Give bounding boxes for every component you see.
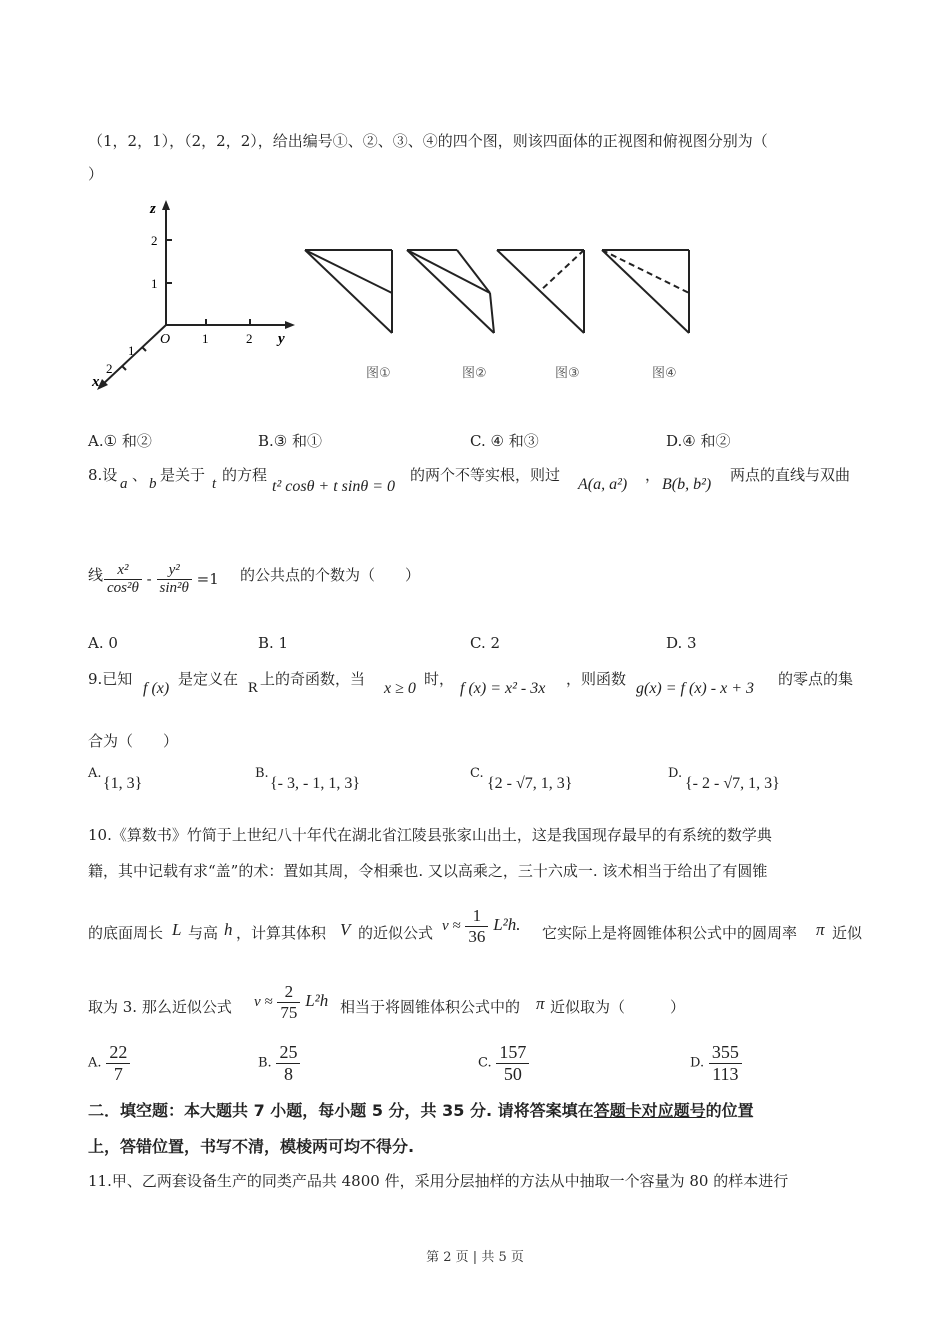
- q8-option-d: D. 3: [666, 634, 697, 652]
- q7-option-c: C. ④ 和③: [470, 432, 539, 450]
- q9-option-d: {- 2 - √7, 1, 3}: [685, 775, 780, 792]
- q10-formula-1-tail: L²h.: [493, 915, 521, 935]
- q10-l3-e: 它实际上是将圆锥体积公式中的圆周率: [542, 924, 798, 942]
- q10-option-c-num: 157: [496, 1042, 529, 1064]
- q10-var-h: h: [224, 920, 233, 939]
- q8-point-b: B(b, b²): [662, 476, 712, 493]
- x-tick-1: [142, 347, 146, 351]
- q7-option-b: B.③ 和①: [258, 432, 323, 450]
- q10-formula-2-tail: L²h: [305, 991, 329, 1011]
- q10-formula-1-num: 1: [465, 906, 488, 927]
- q10-l3-d: 的近似公式: [358, 924, 434, 942]
- q8-minus: -: [146, 569, 152, 588]
- y-axis-arrow: [285, 321, 295, 329]
- q8-option-b: B. 1: [258, 634, 289, 652]
- section-2-heading-line-2: 上，答错位置，书写不清，模棱两可均不得分.: [88, 1137, 415, 1156]
- z-label: z: [150, 201, 156, 217]
- q10-var-L: L: [172, 920, 182, 939]
- q10-option-c: [478, 1042, 529, 1084]
- figure-2-label: 图②: [462, 366, 487, 381]
- q10-option-d: [690, 1042, 742, 1084]
- q10-option-b: [258, 1042, 300, 1084]
- q8-text-4: 的两个不等实根，则过: [410, 466, 561, 484]
- figure-4-label: 图④: [652, 366, 677, 381]
- q9-g-function: g(x) = f (x) - x + 3: [636, 680, 754, 697]
- section-2-heading-line-1: [88, 1098, 754, 1121]
- q8-hyperbola: [104, 562, 219, 598]
- page-footer: 第 2 页 | 共 5 页: [426, 1250, 524, 1265]
- q10-var-V: V: [340, 920, 351, 939]
- q9-option-c: {2 - √7, 1, 3}: [487, 775, 573, 792]
- q10-option-b-frac: [276, 1042, 300, 1084]
- q8-frac-y-num: y²: [157, 562, 192, 580]
- q10-option-c-label: C.: [478, 1055, 492, 1071]
- q10-formula-2-lhs: v ≈: [254, 994, 273, 1011]
- figure-3-label: 图③: [555, 366, 580, 381]
- q9-option-b-label: B.: [255, 766, 269, 781]
- figure-4: [597, 245, 697, 340]
- q10-option-a-num: 22: [106, 1042, 130, 1064]
- q10-option-a-frac: [106, 1042, 130, 1084]
- y-tick-label-2: 2: [246, 331, 253, 346]
- x-tick-2: [122, 366, 126, 370]
- q10-formula-1-lhs: v ≈: [442, 918, 461, 935]
- q10-pi: π: [816, 920, 825, 939]
- q10-l4-b: 相当于将圆锥体积公式中的: [340, 998, 521, 1016]
- q8-option-c: C. 2: [470, 634, 501, 652]
- origin-label: O: [160, 332, 171, 347]
- q9-fx: f (x): [143, 680, 170, 697]
- q8-line-word: 线: [88, 566, 104, 584]
- q10-option-a-label: A.: [88, 1055, 102, 1071]
- q10-l3-b: 与高: [188, 924, 219, 942]
- q10-formula-1-frac: [465, 906, 488, 946]
- q10-formula-2-den: 75: [280, 1002, 298, 1022]
- q9-text-7: 合为（ ）: [88, 732, 179, 750]
- q9-text-4: 时，: [424, 670, 455, 688]
- q8-text-3: 的方程: [222, 466, 268, 484]
- q8-var-t: t: [212, 476, 217, 492]
- q10-formula-1-den: 36: [468, 926, 486, 946]
- q10-l3-c: ，计算其体积: [236, 924, 327, 942]
- q8-equation: t² cosθ + t sinθ = 0: [272, 478, 395, 495]
- x-label: x: [92, 374, 100, 390]
- q9-text-3: 上的奇函数，当: [260, 670, 366, 688]
- z-tick-label-2: 2: [151, 233, 158, 248]
- q8-frac-x: [104, 562, 142, 598]
- q8-option-a: A. 0: [88, 634, 118, 652]
- x-tick-label-2: 2: [106, 361, 113, 376]
- q10-option-d-frac: [709, 1042, 742, 1084]
- q8-text-2: 是关于: [160, 466, 206, 484]
- y-tick-label-1: 1: [202, 331, 209, 346]
- q8-frac-y: [157, 562, 192, 598]
- q9-option-b: {- 3, - 1, 1, 3}: [270, 775, 361, 792]
- q10-option-d-num: 355: [709, 1042, 742, 1064]
- figure-1: [300, 245, 400, 340]
- q10-option-d-den: 113: [712, 1063, 739, 1084]
- q8-var-a: a: [120, 476, 128, 492]
- q7-option-d: D.④ 和②: [666, 432, 731, 450]
- q10-option-a-den: 7: [113, 1063, 123, 1084]
- q10-l4-a: 取为 3. 那么近似公式: [88, 998, 232, 1016]
- q9-text-5: ，则函数: [566, 670, 627, 688]
- q10-formula-2: [254, 982, 328, 1022]
- q8-comma: ，: [645, 466, 661, 484]
- q10-pi-2: π: [536, 994, 545, 1013]
- z-axis-arrow: [162, 200, 170, 210]
- q10-option-c-den: 50: [503, 1063, 522, 1084]
- q8-frac-y-den: sin²θ: [159, 580, 189, 597]
- q9-condition: x ≥ 0: [384, 680, 416, 697]
- section-2-heading-underlined: 答题卡对应题号: [593, 1101, 706, 1120]
- q8-frac-x-den: cos²θ: [107, 580, 139, 597]
- q8-sep: 、: [132, 466, 148, 484]
- q10-option-b-num: 25: [276, 1042, 300, 1064]
- q10-formula-2-frac: [277, 982, 300, 1022]
- z-tick-label-1: 1: [151, 276, 158, 291]
- q8-text-5: 两点的直线与双曲: [730, 466, 851, 484]
- q7-text-line1: （1，2，1），（2，2，2），给出编号①、②、③、④的四个图，则该四面体的正视图和俯视图分别为（: [88, 132, 768, 150]
- q8-var-b: b: [149, 476, 157, 492]
- figure-1-label: 图①: [366, 366, 391, 381]
- q10-option-c-frac: [496, 1042, 529, 1084]
- q10-option-b-den: 8: [283, 1063, 293, 1084]
- figure-2: [402, 245, 502, 340]
- q10-formula-2-num: 2: [277, 982, 300, 1003]
- q8-point-a: A(a, a²): [578, 476, 628, 493]
- q7-text-line2: ）: [88, 165, 104, 183]
- q9-text-6: 的零点的集: [778, 670, 854, 688]
- q10-option-b-label: B.: [258, 1055, 272, 1071]
- coordinate-axes-figure: [88, 195, 308, 395]
- q8-frac-x-num: x²: [104, 562, 142, 580]
- q9-prefix: 9.已知: [88, 670, 133, 688]
- q8-equals-one: =1: [196, 569, 219, 588]
- section-2-heading-a: 二．填空题：本大题共 7 小题，每小题 5 分，共 35 分. 请将答案填在: [88, 1101, 594, 1120]
- q7-option-a: A.① 和②: [88, 432, 152, 450]
- q10-l3-f: 近似: [832, 924, 863, 942]
- q10-line-1: 10.《算数书》竹简于上世纪八十年代在湖北省江陵县张家山出土，这是我国现存最早的有系统的数学典: [88, 826, 772, 844]
- q9-text-2: 是定义在: [178, 670, 239, 688]
- q10-formula-1: [442, 906, 521, 946]
- q10-l3-a: 的底面周长: [88, 924, 164, 942]
- figure-3: [492, 245, 592, 340]
- q11-line-1: 11.甲、乙两套设备生产的同类产品共 4800 件，采用分层抽样的方法从中抽取一个容量为 80 的样本进行: [88, 1172, 789, 1190]
- q10-option-d-label: D.: [690, 1055, 705, 1071]
- q9-option-c-label: C.: [470, 766, 484, 781]
- q10-l4-c: 近似取为（ ）: [550, 998, 686, 1016]
- q8-prefix: 8.设: [88, 466, 118, 484]
- q10-line-2: 籍，其中记载有求“盖”的术：置如其周，令相乘也. 又以高乘之，三十六成一. 该术相当于给出了有圆锥: [88, 862, 768, 880]
- x-tick-label-1: 1: [128, 343, 135, 358]
- q9-definition: f (x) = x² - 3x: [460, 680, 546, 697]
- q8-text-6: 的公共点的个数为（ ）: [240, 566, 421, 584]
- section-2-heading-b: 的位置: [705, 1101, 754, 1120]
- q9-real-set: R: [248, 680, 259, 696]
- q9-option-a-label: A.: [88, 766, 102, 781]
- y-label: y: [278, 331, 285, 347]
- q10-option-a: [88, 1042, 130, 1084]
- q9-option-a: {1, 3}: [103, 775, 143, 792]
- q9-option-d-label: D.: [668, 766, 683, 781]
